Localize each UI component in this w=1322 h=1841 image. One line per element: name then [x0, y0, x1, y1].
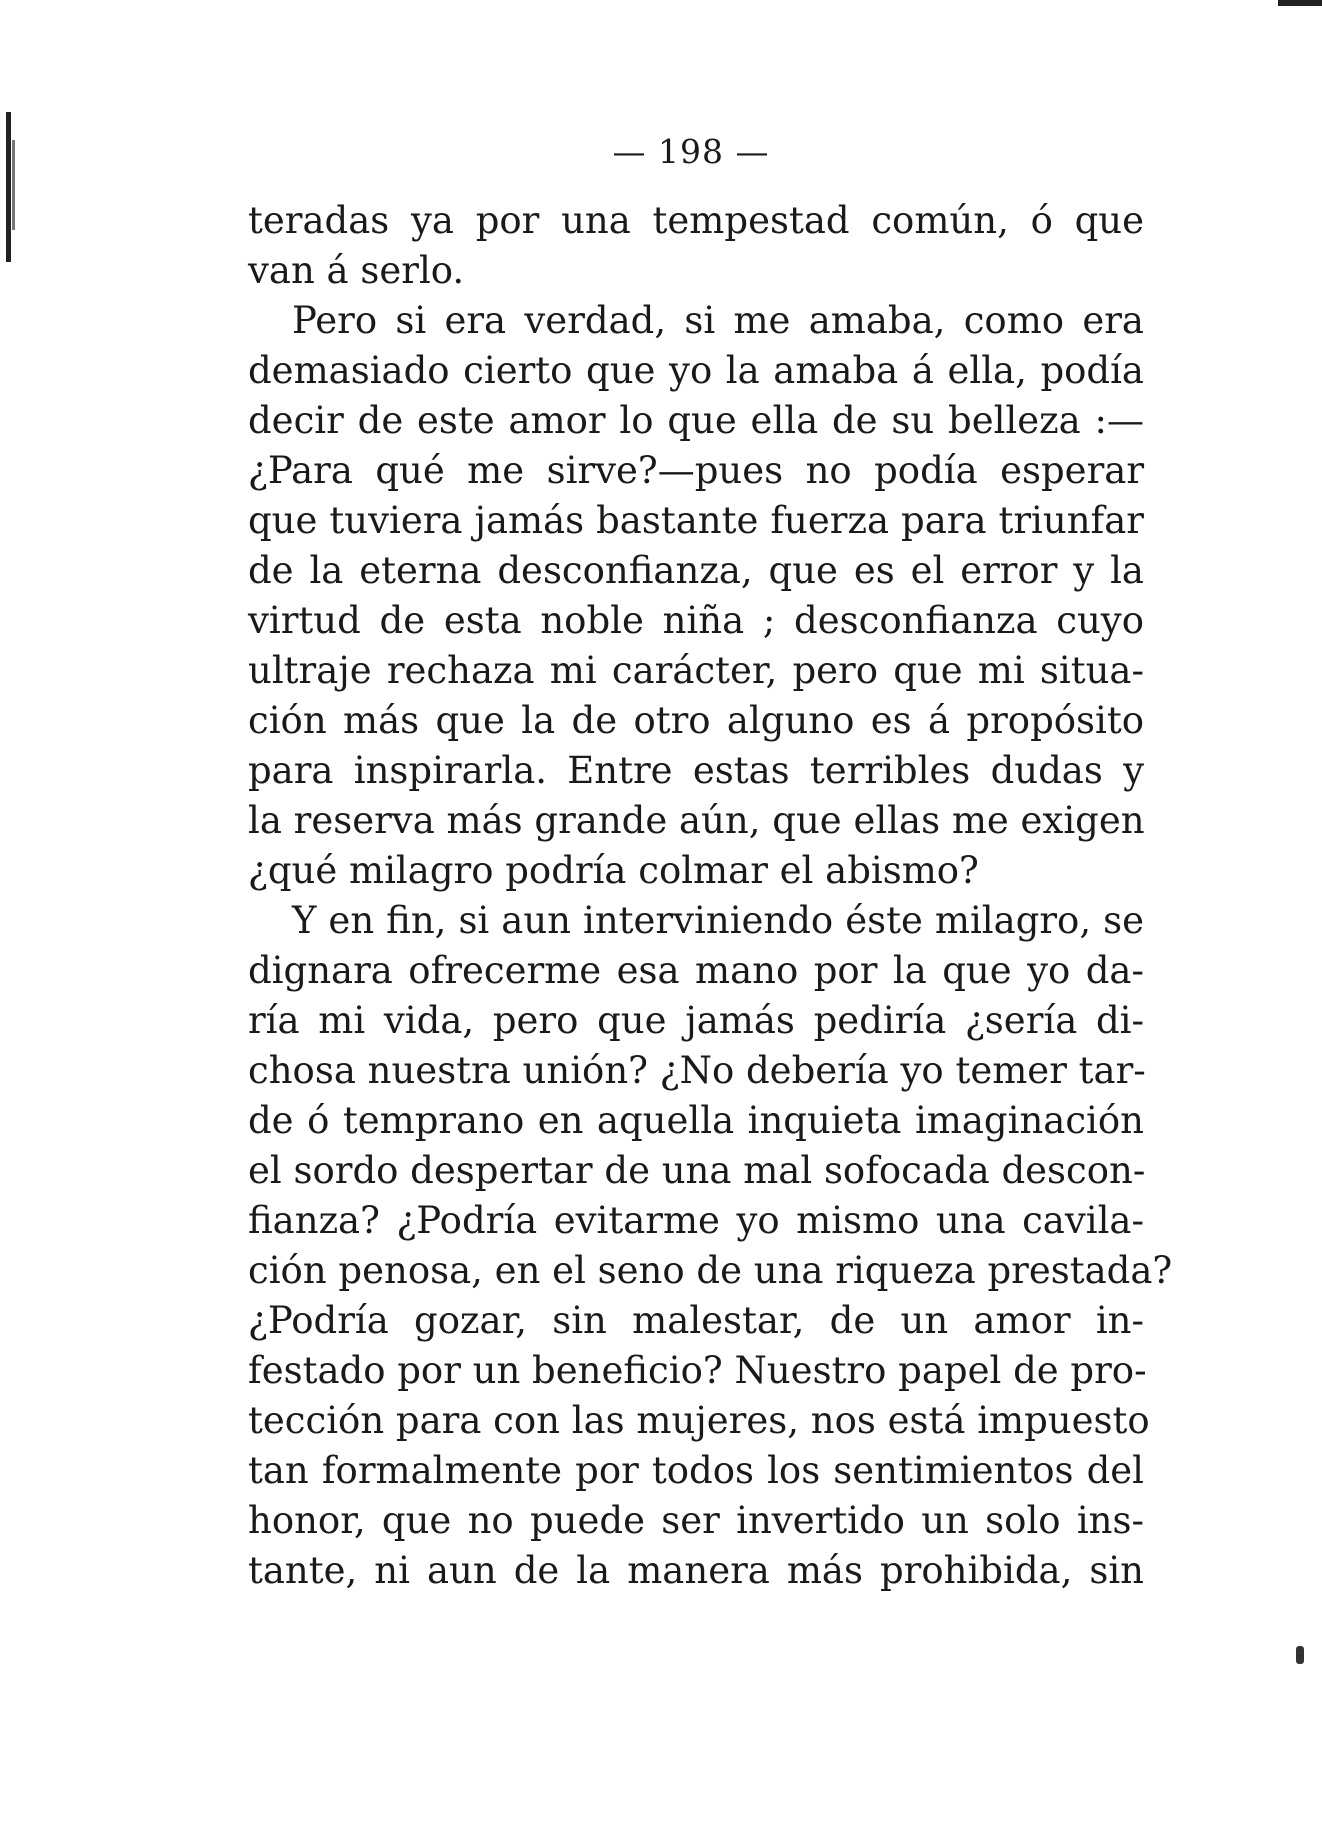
page-number: — 198 —	[612, 132, 770, 171]
text-line: ría mi vida, pero que jamás pediría ¿sería di-	[248, 999, 1144, 1042]
text-line: ción penosa, en el seno de una riqueza prestada?	[248, 1249, 1173, 1292]
text-line: decir de este amor lo que ella de su belleza :—	[248, 399, 1144, 442]
text-line: la reserva más grande aún, que ellas me exigen	[248, 799, 1145, 842]
text-line: de ó temprano en aquella inquieta imaginación	[248, 1099, 1144, 1142]
text-line: Pero si era verdad, si me amaba, como era	[292, 299, 1144, 342]
scan-artifact	[1296, 1646, 1304, 1664]
text-line: tante, ni aun de la manera más prohibida, sin	[248, 1549, 1144, 1592]
text-line: festado por un beneficio? Nuestro papel de pro-	[248, 1349, 1147, 1392]
text-line: dignara ofrecerme esa mano por la que yo da-	[248, 949, 1144, 992]
text-line: demasiado cierto que yo la amaba á ella, podía	[248, 349, 1144, 392]
text-line: ¿Para qué me sirve?—pues no podía esperar	[248, 449, 1144, 492]
text-line: honor, que no puede ser invertido un solo ins-	[248, 1499, 1144, 1542]
text-line: el sordo despertar de una mal sofocada descon-	[248, 1149, 1146, 1192]
text-line: para inspirarla. Entre estas terribles dudas y	[248, 749, 1144, 792]
text-line: que tuviera jamás bastante fuerza para triunfar	[248, 499, 1144, 542]
scan-artifact	[1278, 0, 1322, 6]
text-line: virtud de esta noble niña ; desconfianza cuyo	[248, 599, 1144, 642]
text-line: ¿Podría gozar, sin malestar, de un amor in-	[248, 1299, 1144, 1342]
text-line: van á serlo.	[248, 249, 465, 292]
text-line: chosa nuestra unión? ¿No debería yo temer tar-	[248, 1049, 1146, 1092]
text-line: tección para con las mujeres, nos está impuesto	[248, 1399, 1150, 1442]
text-line: de la eterna desconfianza, que es el error y la	[248, 549, 1144, 592]
text-line: Y en fin, si aun interviniendo éste milagro, se	[292, 899, 1144, 942]
text-line: ción más que la de otro alguno es á propósito	[248, 699, 1144, 742]
text-line: tan formalmente por todos los sentimientos del	[248, 1449, 1144, 1492]
text-line: fianza? ¿Podría evitarme yo mismo una cavila-	[248, 1199, 1144, 1242]
text-line: ¿qué milagro podría colmar el abismo?	[248, 849, 979, 892]
text-line: ultraje rechaza mi carácter, pero que mi situa-	[248, 649, 1144, 692]
text-line: teradas ya por una tempestad común, ó que	[248, 199, 1144, 242]
body-text	[248, 196, 1173, 1596]
